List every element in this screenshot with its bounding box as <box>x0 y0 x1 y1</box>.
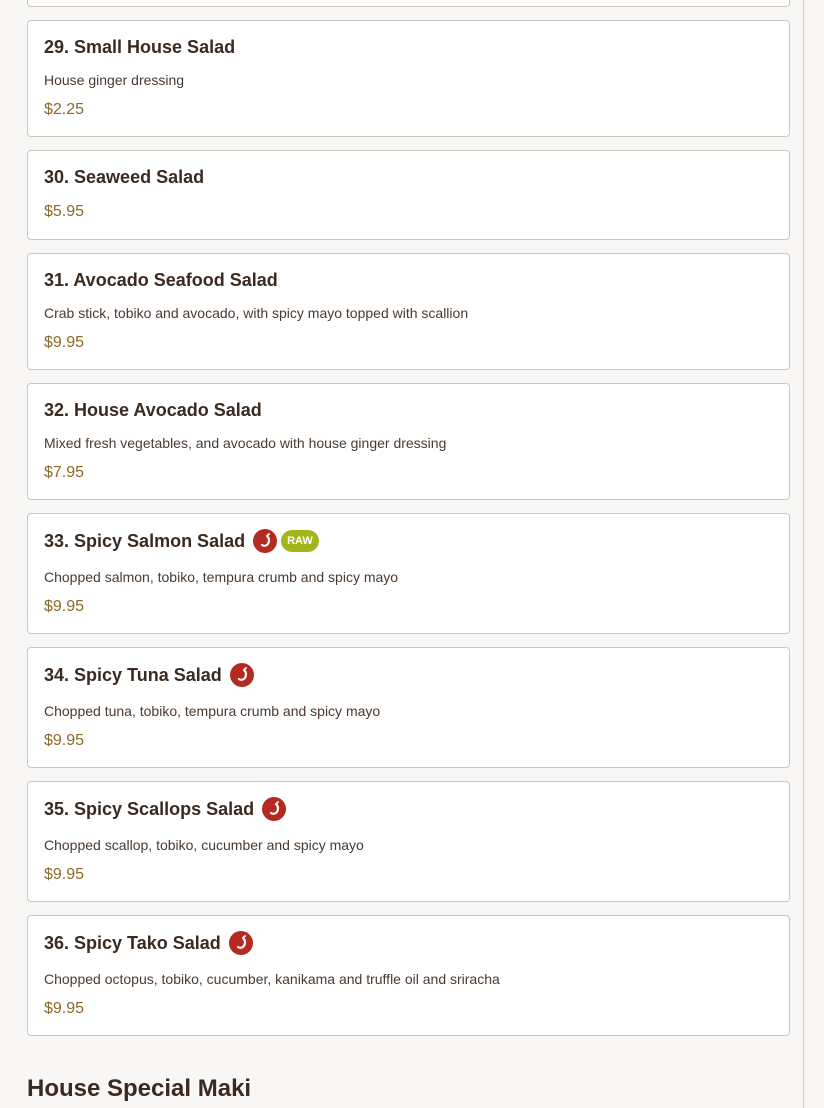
item-price: $2.25 <box>44 101 85 118</box>
spicy-pepper-icon <box>230 663 254 687</box>
menu-item-card[interactable] <box>27 20 790 137</box>
item-price: $9.95 <box>44 598 85 615</box>
item-title: 35. Spicy Scallops Salad <box>44 796 286 822</box>
menu-item-card[interactable] <box>27 150 790 240</box>
item-description: Chopped salmon, tobiko, tempura crumb and spicy mayo <box>44 569 399 585</box>
menu-item-card[interactable] <box>27 915 790 1036</box>
item-title: 36. Spicy Tako Salad <box>44 930 253 956</box>
item-title: 33. Spicy Salmon Salad RAW <box>44 528 319 554</box>
item-description: Chopped scallop, tobiko, cucumber and spicy mayo <box>44 837 364 853</box>
item-price: $9.95 <box>44 732 85 749</box>
item-title: 32. House Avocado Salad <box>44 400 262 420</box>
item-description: Mixed fresh vegetables, and avocado with house ginger dressing <box>44 435 447 451</box>
spicy-pepper-icon <box>229 931 253 955</box>
item-price: $9.95 <box>44 334 85 351</box>
item-description: Chopped octopus, tobiko, cucumber, kanikama and truffle oil and sriracha <box>44 971 500 987</box>
item-price: $7.95 <box>44 464 85 481</box>
item-price: $9.95 <box>44 866 85 883</box>
spicy-pepper-icon <box>262 797 286 821</box>
menu-item-card[interactable] <box>27 513 790 634</box>
item-description: House ginger dressing <box>44 72 185 88</box>
item-description: Chopped tuna, tobiko, tempura crumb and spicy mayo <box>44 703 381 719</box>
item-title: 34. Spicy Tuna Salad <box>44 662 254 688</box>
menu-item-card[interactable] <box>27 253 790 370</box>
item-title: 29. Small House Salad <box>44 37 236 57</box>
menu-item-card[interactable] <box>27 647 790 768</box>
spicy-pepper-icon <box>253 529 277 553</box>
item-price: $9.95 <box>44 1000 85 1017</box>
menu-item-card[interactable] <box>27 0 790 7</box>
item-description: Crab stick, tobiko and avocado, with spicy mayo topped with scallion <box>44 305 469 321</box>
menu-item-card[interactable] <box>27 383 790 500</box>
item-title: 30. Seaweed Salad <box>44 167 205 187</box>
item-price: $5.95 <box>44 203 85 220</box>
raw-badge: RAW <box>281 530 319 552</box>
menu-item-card[interactable] <box>27 781 790 902</box>
item-title: 31. Avocado Seafood Salad <box>44 270 278 290</box>
section-title: House Special Maki <box>27 1075 252 1102</box>
